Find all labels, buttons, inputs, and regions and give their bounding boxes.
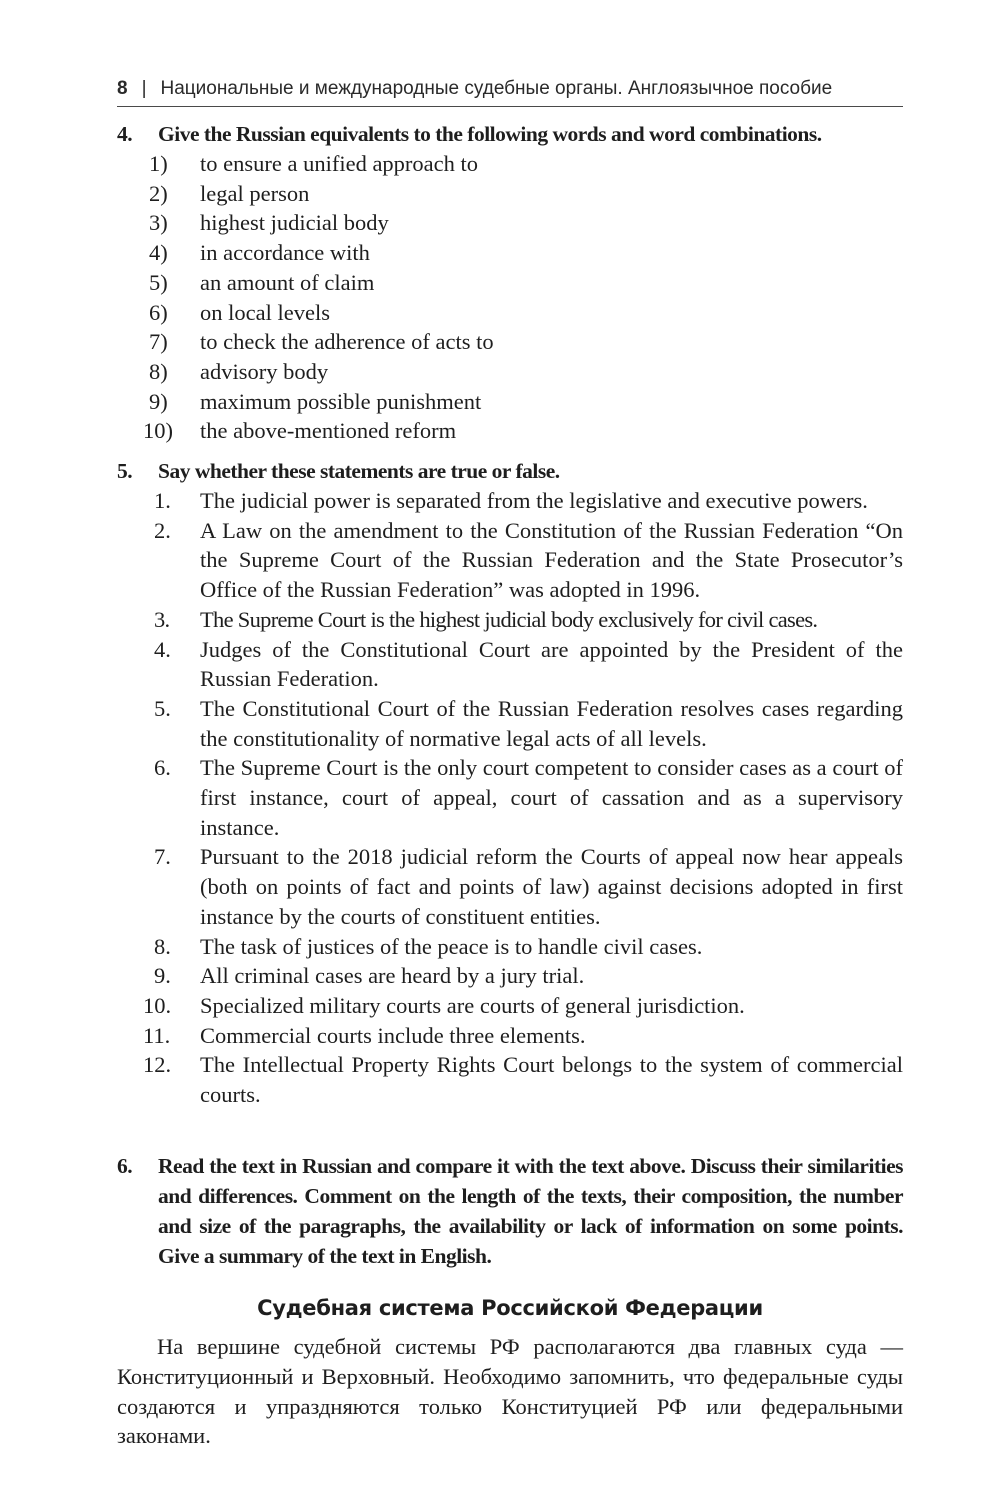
item-text: The Intellectual Property Rights Court belongs to the system of commercial courts.	[200, 1052, 903, 1108]
item-marker: 1.	[154, 488, 171, 513]
list-item	[117, 416, 903, 446]
item-marker: 2)	[149, 180, 168, 206]
list-item	[117, 516, 903, 605]
list-item	[117, 387, 903, 417]
list-item	[117, 298, 903, 328]
exercise-4-heading	[117, 119, 903, 149]
list-item	[117, 932, 903, 962]
item-marker: 1)	[149, 151, 168, 176]
item-text: Commercial courts include three elements.	[200, 1022, 586, 1048]
item-marker: 4)	[149, 240, 168, 266]
item-text: maximum possible punishment	[200, 388, 482, 414]
item-marker: 4.	[154, 636, 171, 662]
item-marker: 8)	[149, 358, 168, 384]
list-item	[117, 991, 903, 1021]
list-item	[117, 635, 903, 694]
exercise-4	[117, 119, 903, 446]
exercise-instruction: Give the Russian equivalents to the following words and word combinations.	[158, 122, 822, 146]
item-marker: 6.	[154, 755, 171, 781]
item-text: The Supreme Court is the only court competent to consider cases as a court of first instance, court of appeal, court of cassation and as a supervisory instance.	[200, 755, 903, 840]
item-text: The judicial power is separated from the legislative and executive powers.	[200, 488, 868, 513]
item-text: an amount of claim	[200, 269, 375, 295]
body-paragraph: На вершине судебной системы РФ располагаются два главных суда — Конституционный и Верховный. Необходимо запомнить, что федеральные суды создаются и упраздняются только Конституцией РФ или федеральными законами.	[117, 1334, 903, 1449]
item-text: Pursuant to the 2018 judicial reform the Courts of appeal now hear appeals (both on points of fact and points of law) against decisions adopted in first instance by the courts of constituent entities.	[200, 844, 903, 929]
header-separator: |	[141, 78, 147, 99]
list-item	[117, 486, 903, 516]
exercise-5	[117, 456, 903, 1110]
item-marker: 9.	[154, 963, 171, 989]
running-title: Национальные и международные судебные органы. Англоязычное пособие	[160, 78, 833, 99]
item-marker: 11.	[143, 1022, 171, 1048]
item-marker: 2.	[154, 517, 171, 543]
exercise-instruction: Say whether these statements are true or false.	[158, 459, 560, 483]
item-text: All criminal cases are heard by a jury trial.	[200, 963, 585, 989]
list-item	[117, 149, 903, 179]
item-text: A Law on the amendment to the Constitution of the Russian Federation “On the Supreme Court of the Russian Federation and the State Prosecutor’s Office of the Russian Federation” was adopted in 1996.	[200, 517, 903, 603]
item-marker: 3.	[154, 606, 170, 632]
item-marker: 7.	[154, 844, 171, 870]
section-title: Судебная система Российской Федерации	[257, 1296, 763, 1320]
exercise-6	[117, 1151, 903, 1271]
item-marker: 8.	[154, 933, 171, 959]
item-marker: 10)	[143, 418, 173, 444]
item-text: the above-mentioned reform	[200, 418, 457, 444]
list-item	[117, 842, 903, 931]
item-text: to check the adherence of acts to	[200, 329, 494, 355]
page-number: 8	[117, 78, 128, 99]
item-text: to ensure a unified approach to	[200, 151, 479, 176]
exercise-number: 5.	[117, 459, 133, 483]
item-text: advisory body	[200, 358, 329, 384]
item-text: The task of justices of the peace is to handle civil cases.	[200, 933, 703, 959]
item-marker: 12.	[143, 1052, 172, 1078]
item-text: in accordance with	[200, 240, 370, 266]
item-text: The Constitutional Court of the Russian Federation resolves cases regarding the constitutionality of normative legal acts of all levels.	[200, 695, 903, 751]
exercise-instruction: Read the text in Russian and compare it with the text above. Discuss their similarities and differences. Comment on the length of the texts, their composition, the number and size of the paragraphs, the availability or lack of information on some points. Give a summary of the text in English.	[158, 1154, 903, 1268]
list-item	[117, 1021, 903, 1051]
term-list	[117, 149, 903, 446]
item-marker: 6)	[149, 299, 168, 325]
item-marker: 3)	[149, 210, 168, 236]
running-header	[117, 76, 903, 107]
list-item	[117, 238, 903, 268]
item-marker: 7)	[149, 329, 168, 355]
item-marker: 5.	[154, 695, 171, 721]
item-text: highest judicial body	[200, 210, 389, 236]
list-item	[117, 327, 903, 357]
item-text: Judges of the Constitutional Court are appointed by the President of the Russian Federation.	[200, 636, 903, 692]
item-text: on local levels	[200, 299, 330, 325]
list-item	[117, 753, 903, 842]
list-item	[117, 605, 903, 635]
item-marker: 10.	[143, 992, 172, 1018]
exercise-number: 6.	[117, 1154, 133, 1178]
list-item	[117, 208, 903, 238]
list-item	[117, 357, 903, 387]
item-marker: 5)	[149, 269, 168, 295]
exercise-number: 4.	[117, 122, 133, 146]
list-item	[117, 1050, 903, 1109]
item-marker: 9)	[149, 388, 168, 414]
item-text: Specialized military courts are courts of general jurisdiction.	[200, 992, 745, 1018]
statement-list	[117, 486, 903, 1110]
exercise-5-heading	[117, 456, 903, 486]
list-item	[117, 694, 903, 753]
list-item	[117, 268, 903, 298]
list-item	[117, 179, 903, 209]
exercise-6-heading	[117, 1151, 903, 1271]
item-text: legal person	[200, 180, 310, 206]
item-text: The Supreme Court is the highest judicial body exclusively for civil cases.	[200, 606, 818, 632]
list-item	[117, 961, 903, 991]
